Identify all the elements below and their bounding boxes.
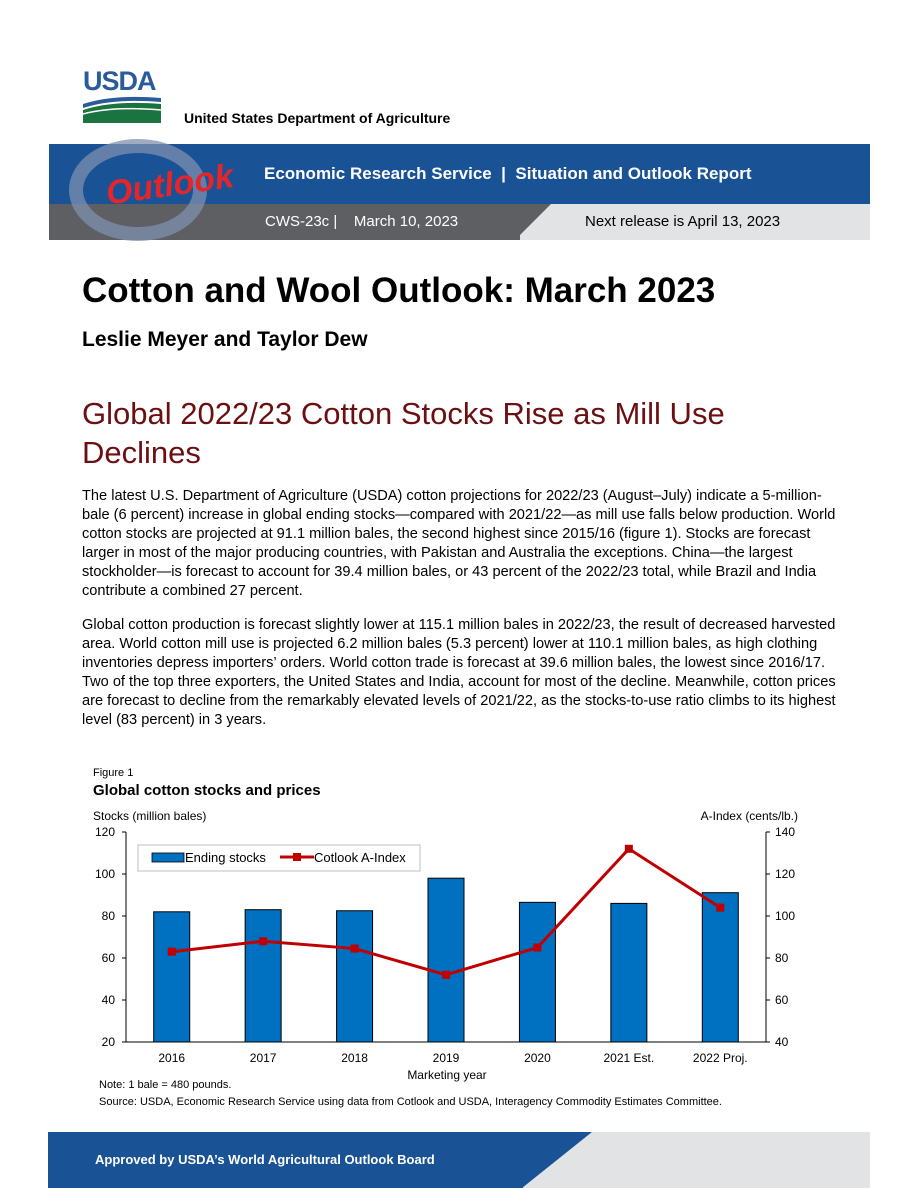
usda-logo xyxy=(83,68,163,124)
paragraph: Global cotton production is forecast slightly lower at 115.1 million bales in 2022/23, the result of decreased harvested area. World cotton mill use is projected 6.2 million bales (5.3 percent) lower at 110.1 million bales, as high clothing inventories depress importers’ orders. World cotton trade is forecast at 39.6 million bales, the lowest since 2016/17. Two of the top three exporters, the United States and India, account for most of the decline. Meanwhile, cotton prices are forecast to decline from the remarkably elevated levels of 2021/22, as the stocks-to-use ratio climbs to its highest level (83 percent) in 3 years. xyxy=(82,617,836,729)
footer-approval: Approved by USDA’s World Agricultural Outlook Board xyxy=(95,1152,435,1167)
y-tick-label: 40 xyxy=(101,993,115,1007)
outlook-logo-text: Outlook xyxy=(103,157,237,213)
y-tick-label: 20 xyxy=(101,1035,115,1049)
bar-ending-stocks xyxy=(154,912,190,1042)
legend-swatch-cotlook-marker xyxy=(293,853,301,861)
chart xyxy=(60,805,860,1087)
report-id: CWS-23c | March 10, 2023 xyxy=(265,213,459,230)
legend-swatch-ending-stocks xyxy=(152,853,184,862)
y2-tick-label: 40 xyxy=(775,1035,789,1049)
usda-logo-text: USDA xyxy=(83,66,156,96)
bar-ending-stocks xyxy=(337,911,373,1042)
legend-label-cotlook-a-index: Cotlook A-Index xyxy=(314,850,406,865)
point-cotlook-a-index xyxy=(351,945,359,953)
legend-label-ending-stocks: Ending stocks xyxy=(185,850,266,865)
x-tick-label: 2020 xyxy=(524,1051,551,1065)
bar-ending-stocks xyxy=(611,903,647,1042)
figure-note: Note: 1 bale = 480 pounds. xyxy=(99,1079,232,1091)
footer-wedge xyxy=(522,1132,592,1188)
y-tick-label: 120 xyxy=(94,825,115,839)
section-heading: Global 2022/23 Cotton Stocks Rise as Mill Use Declines xyxy=(82,396,725,470)
y2-tick-label: 120 xyxy=(775,867,796,881)
x-tick-label: 2021 Est. xyxy=(603,1051,655,1065)
bar-ending-stocks xyxy=(702,893,738,1042)
next-release: Next release is April 13, 2023 xyxy=(585,213,781,230)
banner-wedge xyxy=(515,204,551,240)
paragraph: The latest U.S. Department of Agriculture (USDA) cotton projections for 2022/23 (August–July) indicate a 5-million-bale (6 percent) increase in global ending stocks—compared with 2021/22—as mill use falls below production. World cotton stocks are projected at 91.1 million bales, the second highest since 2015/16 (figure 1). Stocks are forecast larger in most of the major producing countries, with Pakistan and Australia the exceptions. China—the largest stockholder—is forecast to account for 39.4 million bales, or 43 percent of the 2022/23 total, while Brazil and India contribute a combined 27 percent. xyxy=(82,488,836,600)
point-cotlook-a-index xyxy=(533,944,541,952)
point-cotlook-a-index xyxy=(259,937,267,945)
banner-title: Economic Research Service | Situation and Outlook Report xyxy=(264,164,752,183)
y2-tick-label: 80 xyxy=(775,951,789,965)
y2-tick-label: 60 xyxy=(775,993,789,1007)
point-cotlook-a-index xyxy=(168,948,176,956)
figure-title: Global cotton stocks and prices xyxy=(93,782,321,799)
x-tick-label: 2022 Proj. xyxy=(692,1051,748,1065)
outlook-logo xyxy=(70,140,237,240)
y-tick-label: 80 xyxy=(101,909,115,923)
y-tick-label: 60 xyxy=(101,951,115,965)
bar-ending-stocks xyxy=(245,910,281,1042)
y2-axis-label: A-Index (cents/lb.) xyxy=(700,809,798,823)
x-tick-label: 2017 xyxy=(249,1051,277,1065)
x-tick-label: 2018 xyxy=(341,1051,368,1065)
y2-tick-label: 100 xyxy=(775,909,796,923)
report-title: Cotton and Wool Outlook: March 2023 xyxy=(82,271,716,310)
x-tick-label: 2016 xyxy=(158,1051,186,1065)
bar-ending-stocks xyxy=(428,878,464,1042)
y-axis-label: Stocks (million bales) xyxy=(93,809,207,823)
figure-label: Figure 1 xyxy=(93,767,134,779)
bar-ending-stocks xyxy=(519,902,555,1042)
point-cotlook-a-index xyxy=(716,904,724,912)
usda-logo-graphic xyxy=(83,68,163,124)
y2-tick-label: 140 xyxy=(775,825,796,839)
x-tick-label: 2019 xyxy=(432,1051,460,1065)
y-tick-label: 100 xyxy=(94,867,115,881)
figure-source: Source: USDA, Economic Research Service using data from Cotlook and USDA, Interagency Commodity Estimates Committee. xyxy=(99,1096,722,1108)
point-cotlook-a-index xyxy=(442,971,450,979)
point-cotlook-a-index xyxy=(625,845,633,853)
x-axis-label: Marketing year xyxy=(407,1068,487,1082)
department-name: United States Department of Agriculture xyxy=(184,110,451,126)
authors: Leslie Meyer and Taylor Dew xyxy=(82,328,368,351)
